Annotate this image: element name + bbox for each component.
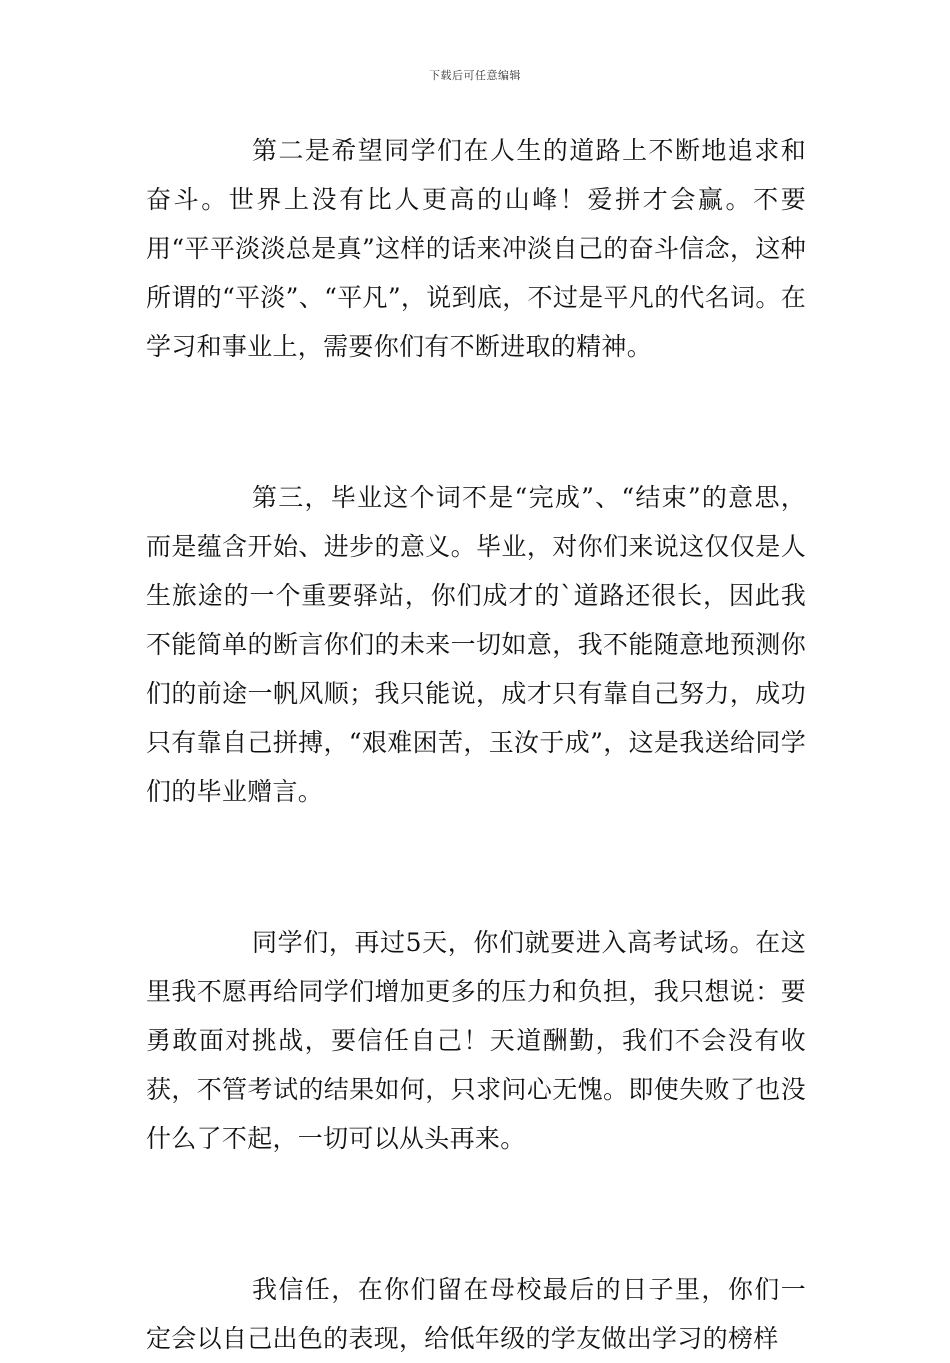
paragraph-2: 第三，毕业这个词不是“完成”、“结束”的意思，而是蕴含开始、进步的意义。毕业，对你们来说这仅仅是人生旅途的一个重要驿站，你们成才的`道路还很长，因此我不能简单的断言你们的未来一切如意，我不能随意地预测你们的前途一帆风顺；我只能说，成才只有靠自己努力，成功只有靠自己拼搏，“艰难困苦，玉汝于成”，这是我送给同学们的毕业赠言。	[146, 483, 806, 806]
document-body	[146, 126, 806, 1363]
paragraph-1: 第二是希望同学们在人生的道路上不断地追求和奋斗。世界上没有比人更高的山峰！爱拼才会赢。不要用“平平淡淡总是真”这样的话来冲淡自己的奋斗信念，这种所谓的“平淡”、“平凡”，说到底，不过是平凡的代名词。在学习和事业上，需要你们有不断进取的精神。	[146, 136, 806, 361]
header-note: 下载后可任意编辑	[429, 69, 521, 82]
paragraph-4: 我信任，在你们留在母校最后的日子里，你们一定会以自己出色的表现，给低年级的学友做出学习的榜样	[146, 1275, 806, 1353]
paragraph-3: 同学们，再过5天，你们就要进入高考试场。在这里我不愿再给同学们增加更多的压力和负担，我只想说：要勇敢面对挑战，要信任自己！天道酬勤，我们不会没有收获，不管考试的结果如何，只求问心无愧。即使失败了也没什么了不起，一切可以从头再来。	[146, 928, 806, 1153]
